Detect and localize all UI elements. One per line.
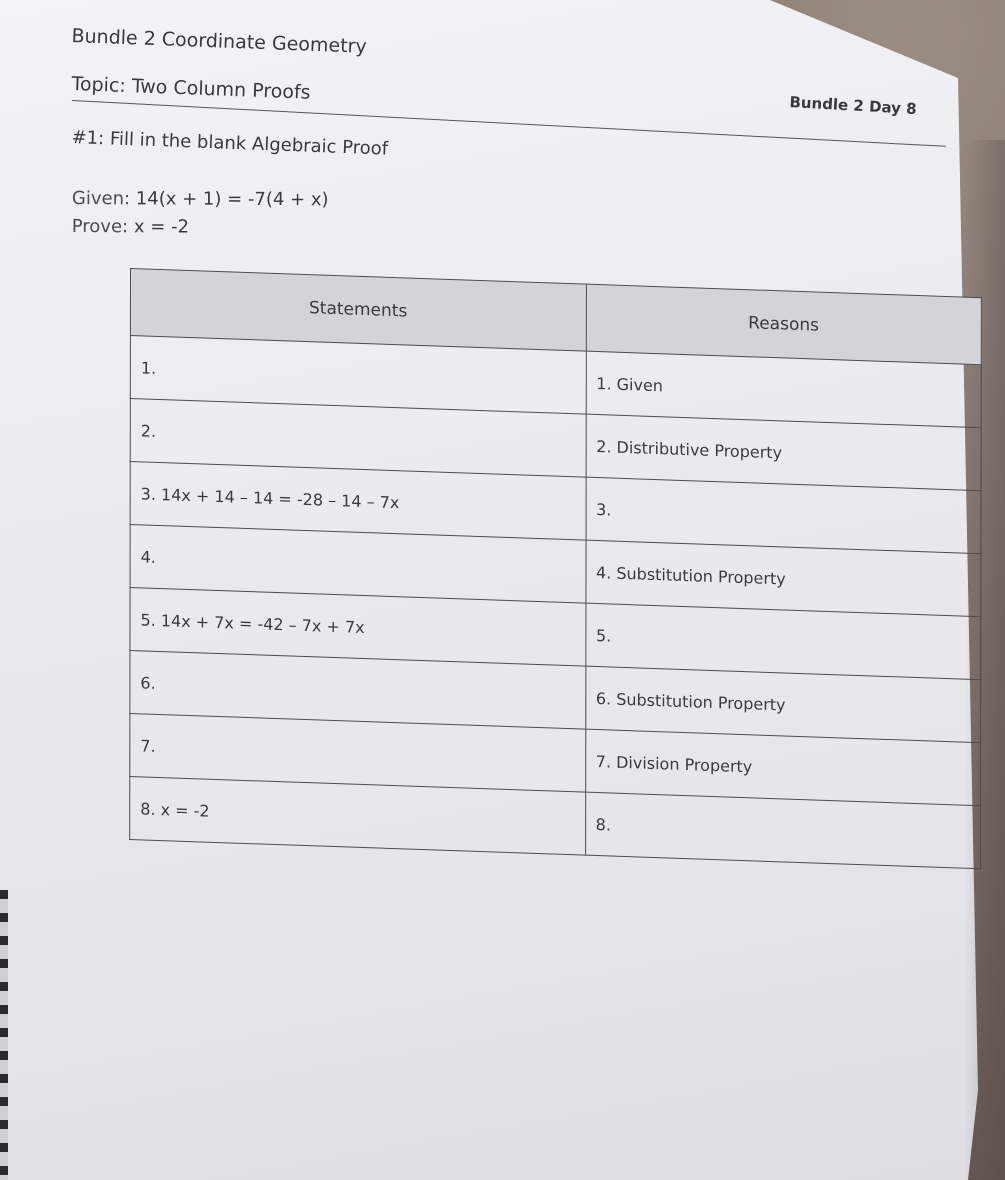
statement-text: 4.	[140, 546, 156, 567]
statement-text: 6.	[140, 672, 156, 693]
statements-header: Statements	[130, 269, 586, 352]
reasons-header: Reasons	[586, 284, 981, 365]
statement-text: 3. 14x + 14 – 14 = -28 – 14 – 7x	[140, 483, 400, 512]
proof-rows	[130, 336, 982, 869]
binder-edge	[0, 890, 8, 1180]
reason-text: 1. Given	[596, 373, 663, 395]
two-column-proof-table	[129, 268, 982, 869]
worksheet-header	[72, 25, 952, 265]
prove-label: Prove:	[71, 215, 129, 238]
task-instruction: #1: Fill in the blank Algebraic Proof	[71, 127, 389, 160]
prove-value: x = -2	[133, 216, 190, 238]
statement-text: 7.	[140, 735, 156, 756]
reason-text: 8.	[595, 814, 611, 835]
reason-text: 7. Division Property	[595, 751, 753, 776]
prove-line	[72, 213, 329, 242]
reason-text: 5.	[595, 625, 612, 646]
given-label: Given:	[71, 187, 131, 210]
statement-text: 2.	[140, 420, 157, 441]
topic-line: Topic: Two Column Proofs	[71, 73, 311, 104]
reason-text: 4. Substitution Property	[596, 562, 786, 589]
given-value: 14(x + 1) = -7(4 + x)	[135, 188, 329, 211]
reason-text: 2. Distributive Property	[596, 436, 783, 462]
course-title: Bundle 2 Coordinate Geometry	[71, 25, 368, 58]
reason-cell[interactable]	[585, 792, 980, 869]
reason-text: 6. Substitution Property	[595, 688, 786, 715]
reason-text: 3.	[596, 499, 612, 520]
day-label: Bundle 2 Day 8	[788, 93, 918, 119]
statement-text: 8. x = -2	[140, 798, 210, 821]
given-prove-block	[72, 185, 329, 242]
given-line	[72, 185, 329, 214]
statement-text: 1.	[140, 357, 157, 378]
statement-text: 5. 14x + 7x = -42 – 7x + 7x	[140, 609, 365, 637]
